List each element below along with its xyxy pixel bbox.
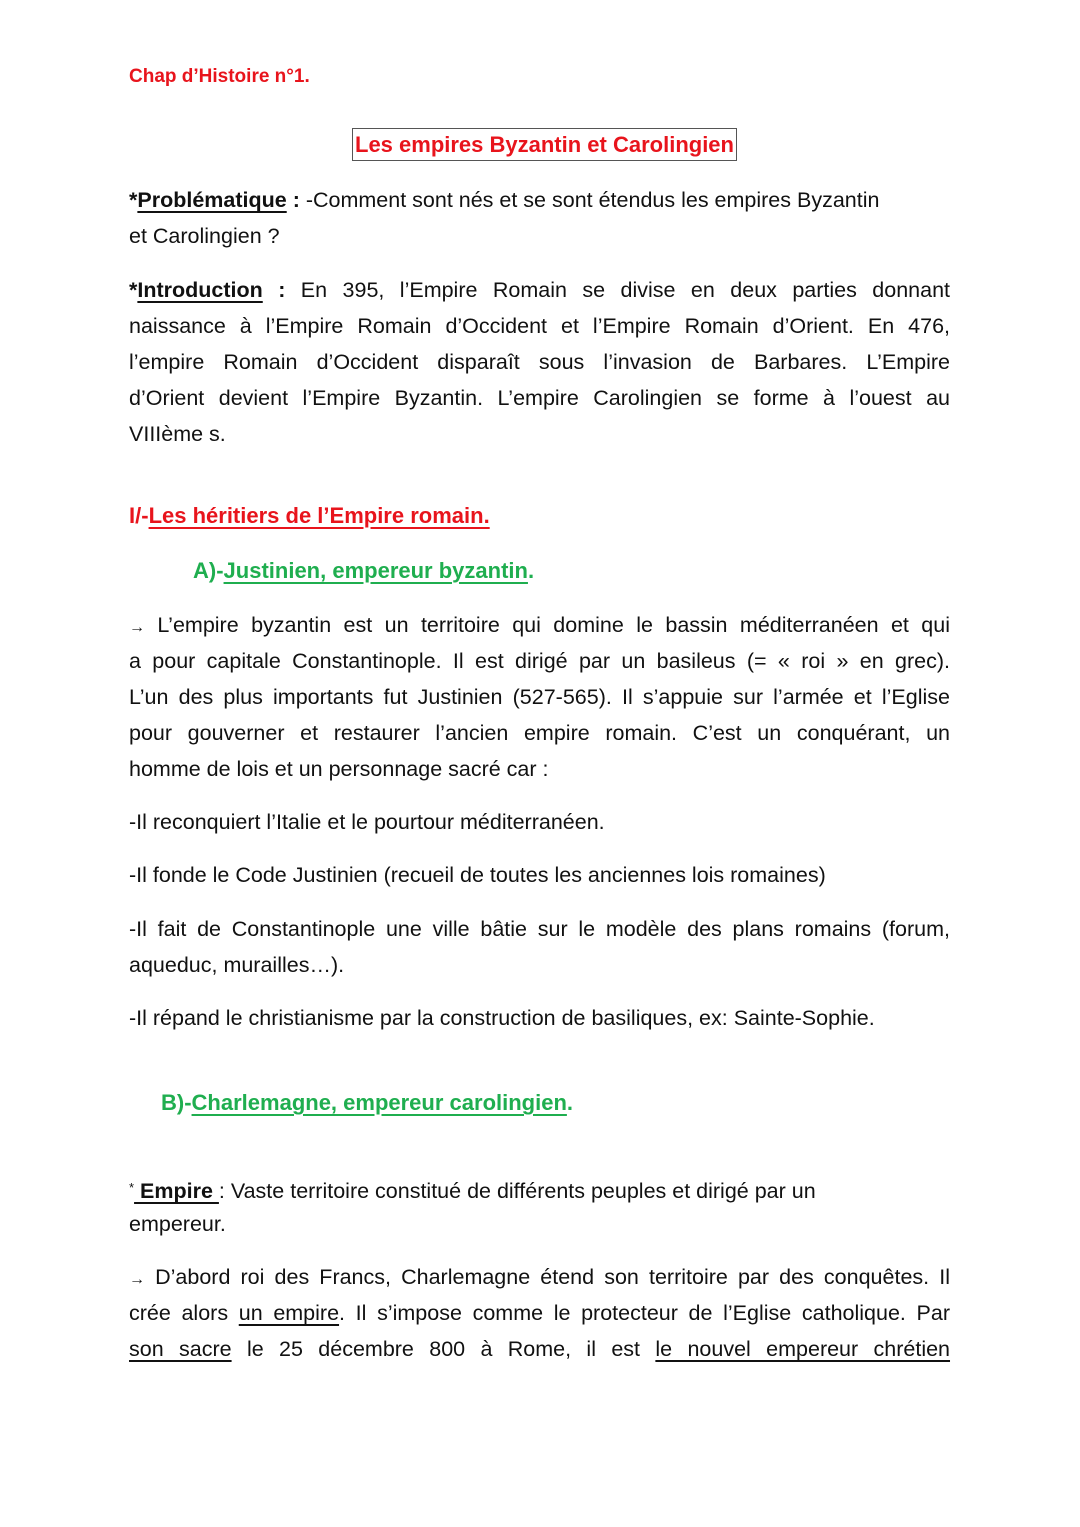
paragraph-line: D’abord roi des Francs, Charlemagne étend son territoire par des conquêtes. Il	[145, 1265, 950, 1289]
subsection-prefix: A)-	[193, 558, 224, 583]
subsection-prefix: B)-	[161, 1090, 192, 1115]
subsection-title: Charlemagne, empereur carolingien	[191, 1090, 567, 1115]
subsection-heading-b	[161, 1090, 573, 1116]
introduction-label: Introduction	[137, 278, 263, 302]
section-title: Les héritiers de l’Empire romain.	[148, 503, 490, 528]
introduction-star: *	[129, 278, 138, 302]
bullet-item	[129, 1000, 950, 1036]
definition-text-line2: empereur.	[129, 1212, 226, 1236]
empire-definition	[129, 1170, 950, 1242]
introduction-line: l’empire Romain d’Occident disparaît sous l’invasion de Barbares. L’Empire	[129, 350, 950, 374]
definition-term: Empire	[134, 1179, 219, 1203]
arrow-right-icon: →	[129, 1271, 145, 1288]
bullet-text: -Il fait de Constantinople une ville bâtie sur le modèle des plans romains (forum,	[129, 917, 950, 941]
introduction-line: En 395, l’Empire Romain se divise en deux parties donnant	[300, 278, 951, 302]
arrow-right-icon: →	[129, 619, 145, 636]
section-heading-1	[129, 503, 490, 529]
paragraph-line: a pour capitale Constantinople. Il est dirigé par un basileus (= « roi » en grec).	[129, 649, 950, 673]
definition-star: *	[129, 1180, 135, 1195]
problematique-sep: :	[286, 188, 306, 212]
underlined-term: le nouvel empereur chrétien	[655, 1337, 951, 1361]
definition-text: Vaste territoire constitué de différents peuples et dirigé par un	[230, 1179, 816, 1203]
paragraph-line: L’un des plus importants fut Justinien (527-565). Il s’appuie sur l’armée et l’Eglise	[129, 685, 950, 709]
charlemagne-paragraph	[129, 1259, 950, 1367]
bullet-text: -Il fonde le Code Justinien (recueil de toutes les anciennes lois romaines)	[129, 863, 826, 887]
definition-sep: :	[218, 1179, 231, 1203]
paragraph-text: crée alors	[129, 1301, 239, 1325]
introduction-sep: :	[262, 278, 301, 302]
underlined-term: son sacre	[129, 1337, 232, 1361]
problematique-text-line2: et Carolingien ?	[129, 224, 280, 248]
paragraph-text: le 25 décembre 800 à Rome, il est	[231, 1337, 656, 1361]
bullet-text: aqueduc, murailles…).	[129, 953, 345, 977]
bullet-item	[129, 857, 950, 893]
introduction-block	[129, 272, 950, 452]
subsection-suffix: .	[527, 558, 535, 583]
document-title: Les empires Byzantin et Carolingien	[352, 128, 737, 161]
introduction-line: naissance à l’Empire Romain d’Occident et l’Empire Romain d’Orient. En 476,	[129, 314, 950, 338]
justinien-paragraph	[129, 607, 950, 787]
chapter-label: Chap d’Histoire n°1.	[129, 66, 310, 87]
bullet-text: -Il répand le christianisme par la construction de basiliques, ex: Sainte-Sophie.	[129, 1006, 875, 1030]
paragraph-line: L’empire byzantin est un territoire qui domine le bassin méditerranéen et qui	[145, 613, 950, 637]
subsection-suffix: .	[566, 1090, 574, 1115]
underlined-term: un empire	[238, 1301, 340, 1325]
subsection-heading-a	[193, 558, 534, 584]
introduction-line: VIIIème s.	[129, 422, 226, 446]
paragraph-line: homme de lois et un personnage sacré car :	[129, 757, 549, 781]
problematique-block	[129, 182, 950, 254]
problematique-text: -Comment sont nés et se sont étendus les empires Byzantin	[305, 188, 880, 212]
bullet-item	[129, 911, 950, 983]
paragraph-line: pour gouverner et restaurer l’ancien empire romain. C’est un conquérant, un	[129, 721, 950, 745]
problematique-star: *	[129, 188, 138, 212]
problematique-label: Problématique	[137, 188, 287, 212]
bullet-item	[129, 804, 950, 840]
introduction-line: d’Orient devient l’Empire Byzantin. L’empire Carolingien se forme à l’ouest au	[129, 386, 950, 410]
section-prefix: I/-	[129, 503, 149, 528]
subsection-title: Justinien, empereur byzantin	[223, 558, 528, 583]
bullet-text: -Il reconquiert l’Italie et le pourtour méditerranéen.	[129, 810, 605, 834]
paragraph-text: . Il s’impose comme le protecteur de l’Eglise catholique. Par	[339, 1301, 951, 1325]
